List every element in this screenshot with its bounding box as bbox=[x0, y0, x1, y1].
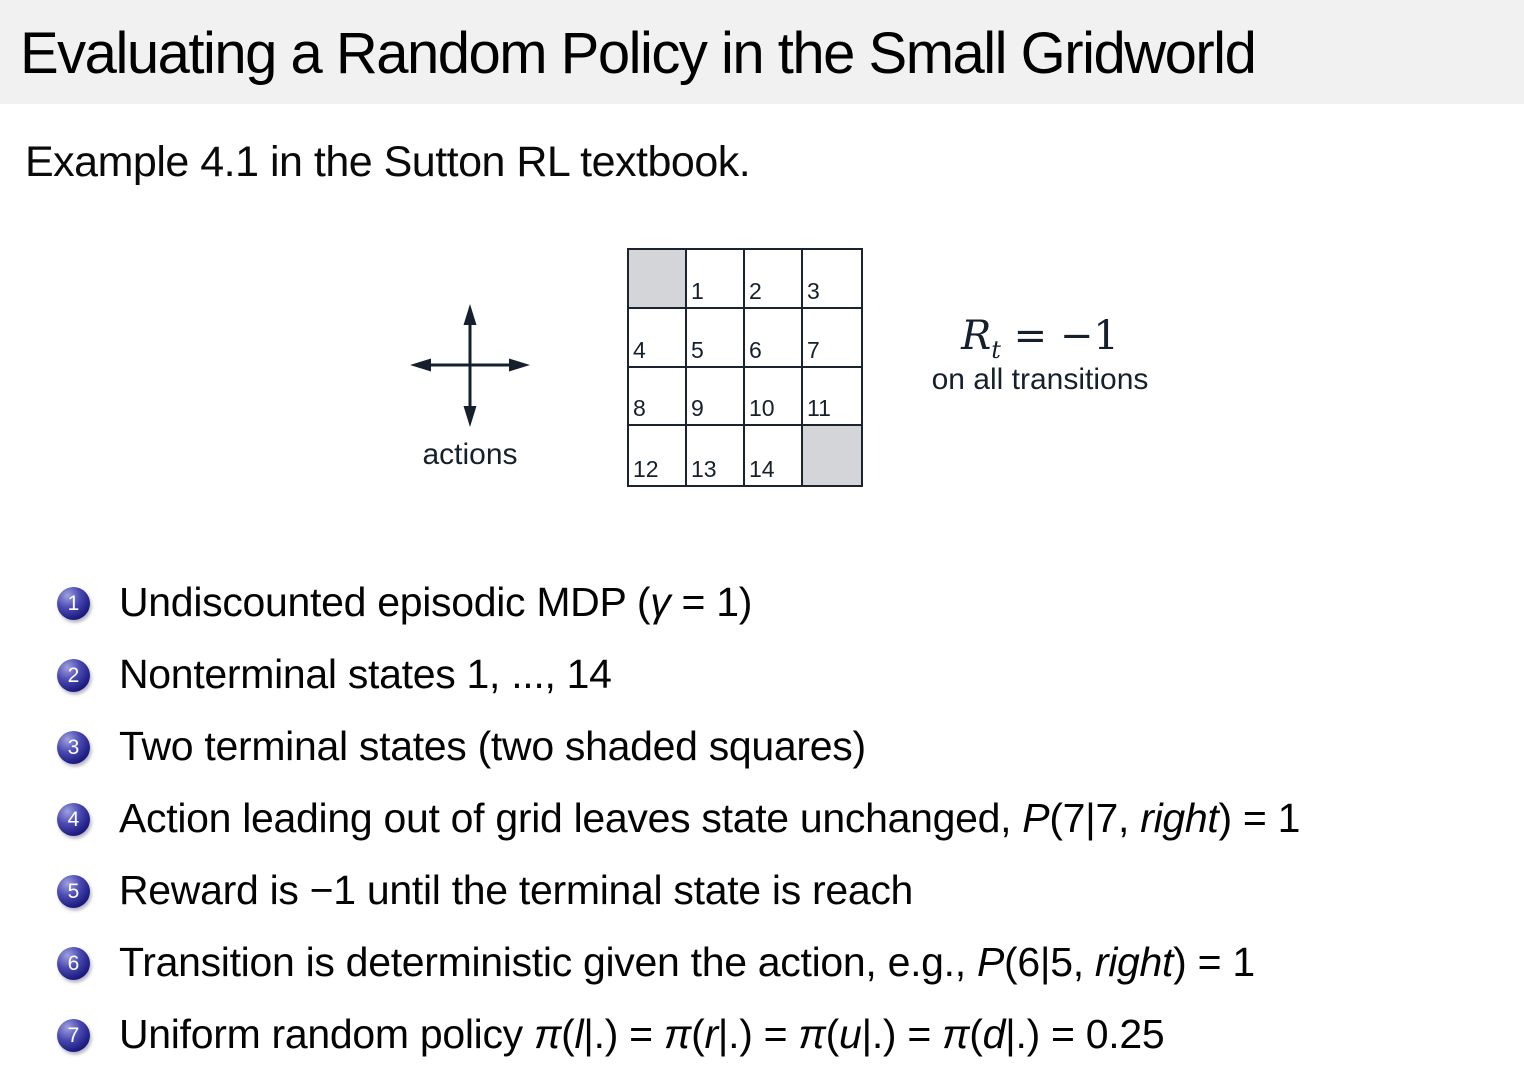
grid-cell: 1 bbox=[687, 250, 745, 309]
actions-label: actions bbox=[422, 438, 518, 471]
arrow-down-icon bbox=[464, 406, 477, 427]
list-item bbox=[57, 649, 612, 701]
grid-cell-terminal bbox=[629, 250, 687, 309]
item-number-badge: 1 bbox=[57, 587, 90, 620]
item-text: Undiscounted episodic MDP (γ = 1) bbox=[119, 579, 753, 626]
grid-cell: 3 bbox=[803, 250, 861, 309]
grid-cell-terminal bbox=[803, 426, 861, 485]
grid-cell: 13 bbox=[687, 426, 745, 485]
item-number-badge: 6 bbox=[57, 947, 90, 980]
item-text: Transition is deterministic given the action, e.g., P(6|5, right) = 1 bbox=[119, 939, 1255, 986]
list-item bbox=[57, 937, 1255, 989]
arrow-right-icon bbox=[509, 359, 530, 372]
item-number-badge: 4 bbox=[57, 803, 90, 836]
list-item bbox=[57, 577, 752, 629]
page-title: Evaluating a Random Policy in the Small Gridworld bbox=[20, 21, 1256, 86]
grid-cell: 14 bbox=[745, 426, 803, 485]
item-text: Two terminal states (two shaded squares) bbox=[119, 723, 866, 770]
item-number-badge: 5 bbox=[57, 875, 90, 908]
grid-cell: 9 bbox=[687, 368, 745, 427]
item-text: Reward is −1 until the terminal state is reach bbox=[119, 867, 914, 914]
actions-cross-icon bbox=[400, 298, 540, 433]
list-item bbox=[57, 1009, 1164, 1061]
item-number-badge: 2 bbox=[57, 659, 90, 692]
grid-cell: 6 bbox=[745, 309, 803, 368]
gridworld-grid bbox=[627, 248, 863, 487]
grid-cell: 11 bbox=[803, 368, 861, 427]
list-item bbox=[57, 865, 913, 917]
item-text: Action leading out of grid leaves state unchanged, P(7|7, right) = 1 bbox=[119, 795, 1301, 842]
grid-cell: 7 bbox=[803, 309, 861, 368]
arrow-left-icon bbox=[410, 359, 431, 372]
subtitle: Example 4.1 in the Sutton RL textbook. bbox=[25, 138, 751, 186]
item-number-badge: 7 bbox=[57, 1019, 90, 1052]
grid-cell: 4 bbox=[629, 309, 687, 368]
grid-cell: 10 bbox=[745, 368, 803, 427]
arrow-up-icon bbox=[464, 304, 477, 325]
item-text: Uniform random policy π(l|.) = π(r|.) = π(u|.) = π(d|.) = 0.25 bbox=[119, 1011, 1165, 1058]
item-number-badge: 3 bbox=[57, 731, 90, 764]
grid-cell: 5 bbox=[687, 309, 745, 368]
item-text: Nonterminal states 1, ..., 14 bbox=[119, 651, 612, 698]
reward-note: on all transitions bbox=[931, 363, 1149, 397]
grid-cell: 2 bbox=[745, 250, 803, 309]
grid-cell: 12 bbox=[629, 426, 687, 485]
grid-cell: 8 bbox=[629, 368, 687, 427]
reward-formula: $R_t = -1$ bbox=[961, 313, 1119, 364]
list-item bbox=[57, 793, 1300, 845]
list-item bbox=[57, 721, 866, 773]
reward-annotation bbox=[918, 314, 1162, 397]
slide-title-bar bbox=[0, 0, 1524, 104]
